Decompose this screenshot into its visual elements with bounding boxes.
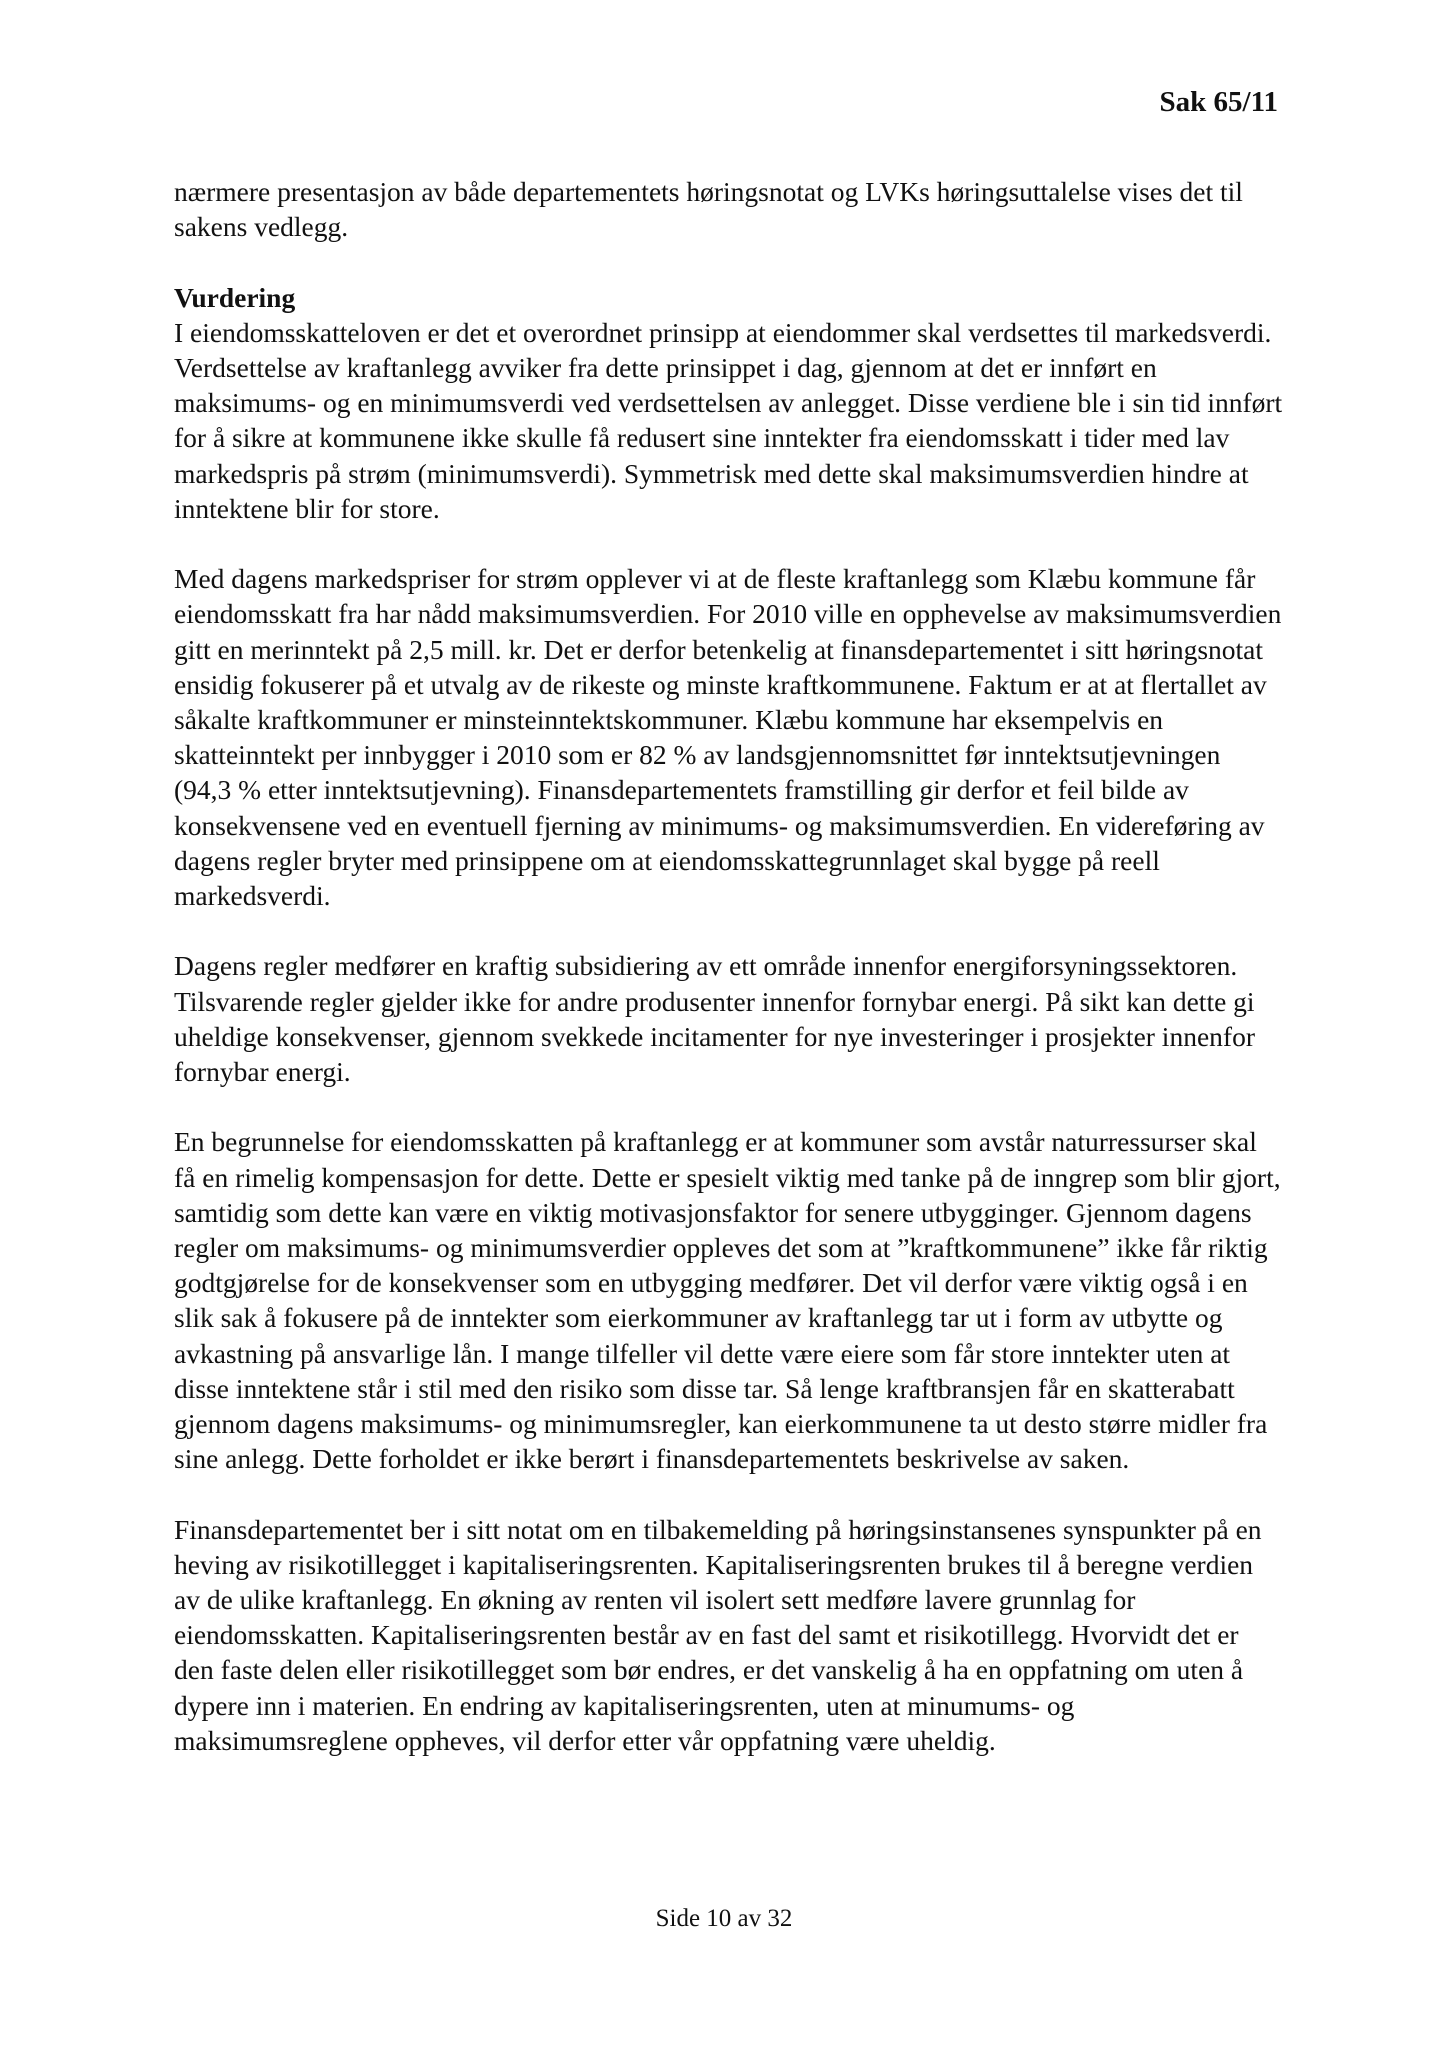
body-paragraph: Dagens regler medfører en kraftig subsidiering av ett område innenfor energiforsyningssektoren. Tilsvarende regler gjelder ikke for andre produsenter innenfor fornybar energi. På sikt kan dette gi uheldige konsekvenser, gjennom svekkede incitamenter for nye investeringer i prosjekter innenfor fornybar energi. — [174, 950, 1255, 1088]
case-reference: Sak 65/11 — [1159, 86, 1278, 118]
body-paragraph: Finansdepartementet ber i sitt notat om en tilbakemelding på høringsinstansenes synspunkter på en heving av risikotillegget i kapitaliseringsrenten. Kapitaliseringsrenten brukes til å beregne verdien av de ulike kraftanlegg. En økning av renten vil isolert sett medføre lavere grunnlag for eiendomsskatten. Kapitaliseringsrenten består av en fast del samt et risikotillegg. Hvorvidt det er den faste delen eller risikotillegget som bør endres, er det vanskelig å ha en oppfatning om uten å dypere inn i materien. En endring av kapitaliseringsrenten, uten at minumums- og maksimumsreglene oppheves, vil derfor etter vår oppfatning være uheldig. — [174, 1513, 1262, 1756]
body-paragraph: En begrunnelse for eiendomsskatten på kraftanlegg er at kommuner som avstår naturressurser skal få en rimelig kompensasjon for dette. Dette er spesielt viktig med tanke på de inngrep som blir gjort, samtidig som dette kan være en viktig motivasjonsfaktor for senere utbygginger. Gjennom dagens regler om maksimums- og minimumsverdier oppleves det som at ”kraftkommunene” ikke får riktig godtgjørelse for de konsekvenser som en utbygging medfører. Det vil derfor være viktig også i en slik sak å fokusere på de inntekter som eierkommuner av kraftanlegg tar ut i form av utbytte og avkastning på ansvarlige lån. I mange tilfeller vil dette være eiere som får store inntekter uten at disse inntektene står i stil med den risiko som disse tar. Så lenge kraftbransjen får en skatterabatt gjennom dagens maksimums- og minimumsregler, kan eierkommunene ta ut desto større midler fra sine anlegg. Dette forholdet er ikke berørt i finansdepartementets beskrivelse av saken. — [174, 1126, 1281, 1475]
body-paragraph: Med dagens markedspriser for strøm opplever vi at de fleste kraftanlegg som Klæbu kommune får eiendomsskatt fra har nådd maksimumsverdien. For 2010 ville en opphevelse av maksimumsverdien gitt en merinntekt på 2,5 mill. kr. Det er derfor betenkelig at finansdepartementet i sitt høringsnotat ensidig fokuserer på et utvalg av de rikeste og minste kraftkommunene. Faktum er at at flertallet av såkalte kraftkommuner er minsteinntektskommuner. Klæbu kommune har eksempelvis en skatteinntekt per innbygger i 2010 som er 82 % av landsgjennomsnittet før inntektsutjevningen (94,3 % etter inntektsutjevning). Finansdepartementets framstilling gir derfor et feil bilde av konsekvensene ved en eventuell fjerning av minimums- og maksimumsverdien. En videreføring av dagens regler bryter med prinsippene om at eiendomsskattegrunnlaget skal bygge på reell markedsverdi. — [174, 563, 1282, 912]
document-body — [174, 174, 1284, 1758]
section-heading: Vurdering — [174, 281, 296, 313]
body-paragraph: I eiendomsskatteloven er det et overordnet prinsipp at eiendommer skal verdsettes til markedsverdi. Verdsettelse av kraftanlegg avviker fra dette prinsippet i dag, gjennom at det er innført en maksimums- og en minimumsverdi ved verdsettelsen av anlegget. Disse verdiene ble i sin tid innført for å sikre at kommunene ikke skulle få redusert sine inntekter fra eiendomsskatt i tider med lav markedspris på strøm (minimumsverdi). Symmetrisk med dette skal maksimumsverdien hindre at inntektene blir for store. — [174, 316, 1283, 524]
page-number: Side 10 av 32 — [655, 1905, 793, 1932]
intro-paragraph: nærmere presentasjon av både departementets høringsnotat og LVKs høringsuttalelse vises det til sakens vedlegg. — [174, 176, 1243, 243]
